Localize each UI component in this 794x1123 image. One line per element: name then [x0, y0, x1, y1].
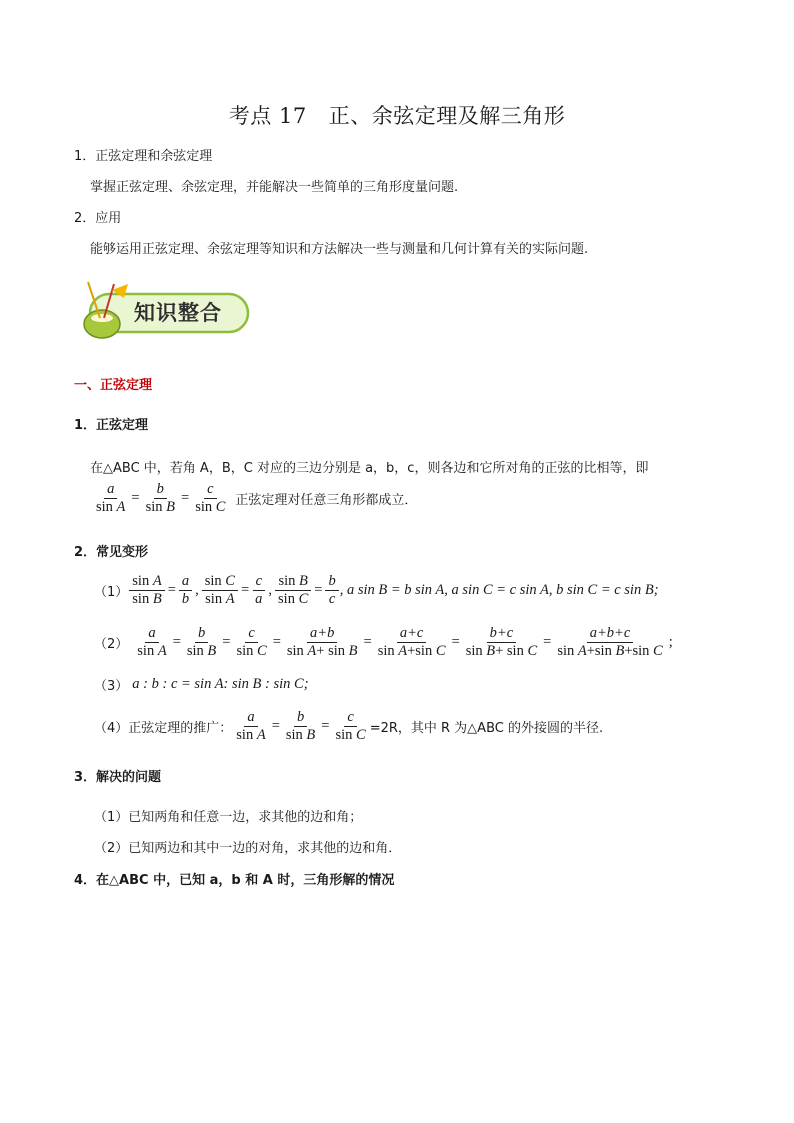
objective-2-heading: 2．应用	[74, 211, 122, 226]
sine-law-note: 正弦定理对任意三角形都成立．	[235, 493, 418, 508]
objective-1-text: 掌握正弦定理、余弦定理，并能解决一些简单的三角形度量问题.	[90, 180, 459, 195]
variant-4-tail: =2R，其中 R 为△ABC 的外接圆的半径.	[369, 721, 604, 736]
badge-text: 知识整合	[134, 301, 222, 325]
sub1-paragraph: 在△ABC 中，若角 A，B，C 对应的三边分别是 a，b，c，则各边和它所对角的正弦的比相等，即	[90, 461, 649, 476]
sub1-title: 1．正弦定理	[74, 418, 149, 433]
variant-1: （1） $\frac{\text{sin A}}{\text{sin B}}$ = $\frac{a}{b}$ , $\frac{\text{sin C}}{\text{sin A}}$ = $\frac{c}{a}$ , $\frac{\text{sin B}}{\text{sin C}}$ = $\frac{b}{c}$ , a sin B = b sin A, a sin C = c sin A, b sin C = c sin B;	[94, 573, 659, 607]
sub3-item-2: （2）已知两边和其中一边的对角，求其他的边和角．	[94, 841, 402, 856]
section1-title: 一、正弦定理	[74, 378, 153, 393]
objective-2-text: 能够运用正弦定理、余弦定理等知识和方法解决一些与测量和几何计算有关的实际问题.	[90, 242, 589, 257]
variant-2: （2） $\frac{a}{\text{sin A}}$ = $\frac{b}{\text{sin B}}$ = $\frac{c}{\text{sin C}}$ = $\frac{a+b}{\text{sin A+ sin B}}$ = $\frac{a+c}{\text{sin A+sin C}}$ = $\frac{b+c}{\text{sin B+ sin C}}$ = $\frac{a+b+c}{\text{sin A+sin B+sin C}}$ ;	[94, 625, 673, 659]
variant-1-tail: , a sin B = b sin A, a sin C = c sin A, b sin C = c sin B;	[339, 582, 659, 598]
knowledge-badge	[76, 280, 252, 342]
variant-3-formula: a : b : c = sin A: sin B : sin C;	[132, 676, 309, 692]
variant-4: （4）正弦定理的推广： $\frac{a}{\text{sin A}}$ = $\frac{b}{\text{sin B}}$ = $\frac{c}{\text{sin C}}$ =2R，其中 R 为△ABC 的外接圆的半径.	[94, 709, 604, 743]
variant-3-label: （3）	[94, 679, 129, 694]
page-title	[0, 100, 794, 130]
sub3-title: 3．解决的问题	[74, 770, 162, 785]
sine-law-formula: $\frac{a}{\text{sin A}}$ = $\frac{b}{\text{sin B}}$ = $\frac{c}{\text{sin C}}$ 正弦定理对任意三角形都成立．	[96, 481, 418, 515]
variant-4-label: （4）正弦定理的推广：	[94, 721, 233, 736]
objective-1-heading: 1．正弦定理和余弦定理	[74, 149, 213, 164]
variant-3	[94, 675, 309, 694]
sub2-title: 2．常见变形	[74, 545, 149, 560]
sub4-title: 4．在△ABC 中，已知 a，b 和 A 时，三角形解的情况	[74, 873, 395, 888]
variant-1-label: （1）	[94, 585, 129, 600]
title-prefix: 考点 17	[228, 104, 307, 128]
variant-2-label: （2）	[94, 637, 129, 652]
title-main: 正、余弦定理及解三角形	[328, 104, 566, 128]
sub3-item-1: （1）已知两角和任意一边，求其他的边和角；	[94, 810, 363, 825]
